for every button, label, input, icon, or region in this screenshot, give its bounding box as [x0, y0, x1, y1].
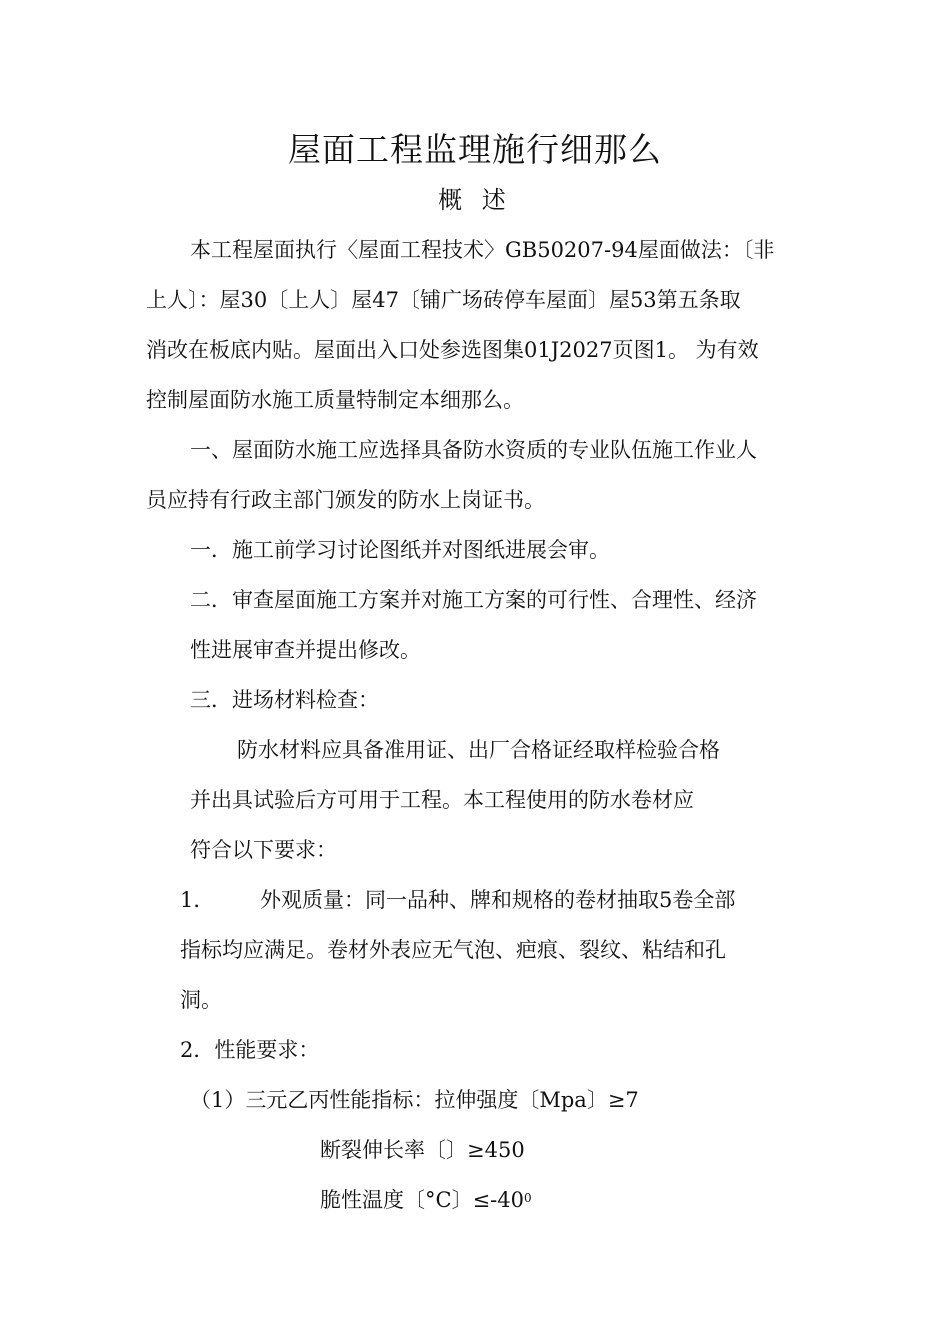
- list-item-3: 三．进场材料检查：: [190, 688, 379, 712]
- requirement-1-text: 外观质量：同一品种、牌和规格的卷材抽取5卷全部: [260, 888, 736, 912]
- paragraph-line-1: 本工程屋面执行〈屋面工程技术〉GB50207-94屋面做法：〔非: [190, 238, 775, 262]
- requirement-1-cont-1: 指标均应满足。卷材外表应无气泡、疤痕、裂纹、粘结和孔: [180, 938, 726, 962]
- spec-line-1: （1）三元乙丙性能指标：拉伸强度〔Mpa〕≥7: [190, 1088, 639, 1112]
- section-heading: 概 述: [438, 186, 512, 214]
- requirement-1-cont-2: 洞。: [180, 988, 222, 1012]
- requirement-1-number: 1．: [180, 888, 215, 912]
- paragraph-line-3: 消改在板底内贴。屋面出入口处参选图集01J2027页图1。 为有效: [146, 338, 759, 362]
- spec-line-3-superscript: 0: [523, 1191, 532, 1205]
- paragraph-line-4: 控制屋面防水施工质量特制定本细那么。: [146, 388, 524, 412]
- material-line-2: 并出具试验后方可用于工程。本工程使用的防水卷材应: [190, 788, 694, 812]
- paragraph-line-2: 上人〕：屋30〔上人〕屋47〔铺广场砖停车屋面〕屋53第五条取: [146, 288, 741, 312]
- requirement-2: 2．性能要求：: [180, 1038, 320, 1062]
- spec-line-3-text: 脆性温度〔°C〕≤-40: [320, 1188, 524, 1212]
- material-line-1: 防水材料应具备准用证、出厂合格证经取样检验合格: [237, 738, 720, 762]
- paragraph-line-5: 一、屋面防水施工应选择具备防水资质的专业队伍施工作业人: [190, 438, 757, 462]
- list-item-1: 一．施工前学习讨论图纸并对图纸进展会审。: [190, 538, 610, 562]
- list-item-2: 二．审查屋面施工方案并对施工方案的可行性、合理性、经济: [190, 588, 757, 612]
- paragraph-line-6: 员应持有行政主部门颁发的防水上岗证书。: [146, 488, 545, 512]
- material-line-3: 符合以下要求：: [190, 838, 337, 862]
- page-title: 屋面工程监理施行细那么: [288, 130, 662, 169]
- spec-line-2: 断裂伸长率〔〕≥450: [320, 1138, 525, 1162]
- list-item-2-cont: 性进展审查并提出修改。: [190, 638, 421, 662]
- spec-line-3: [320, 1186, 532, 1214]
